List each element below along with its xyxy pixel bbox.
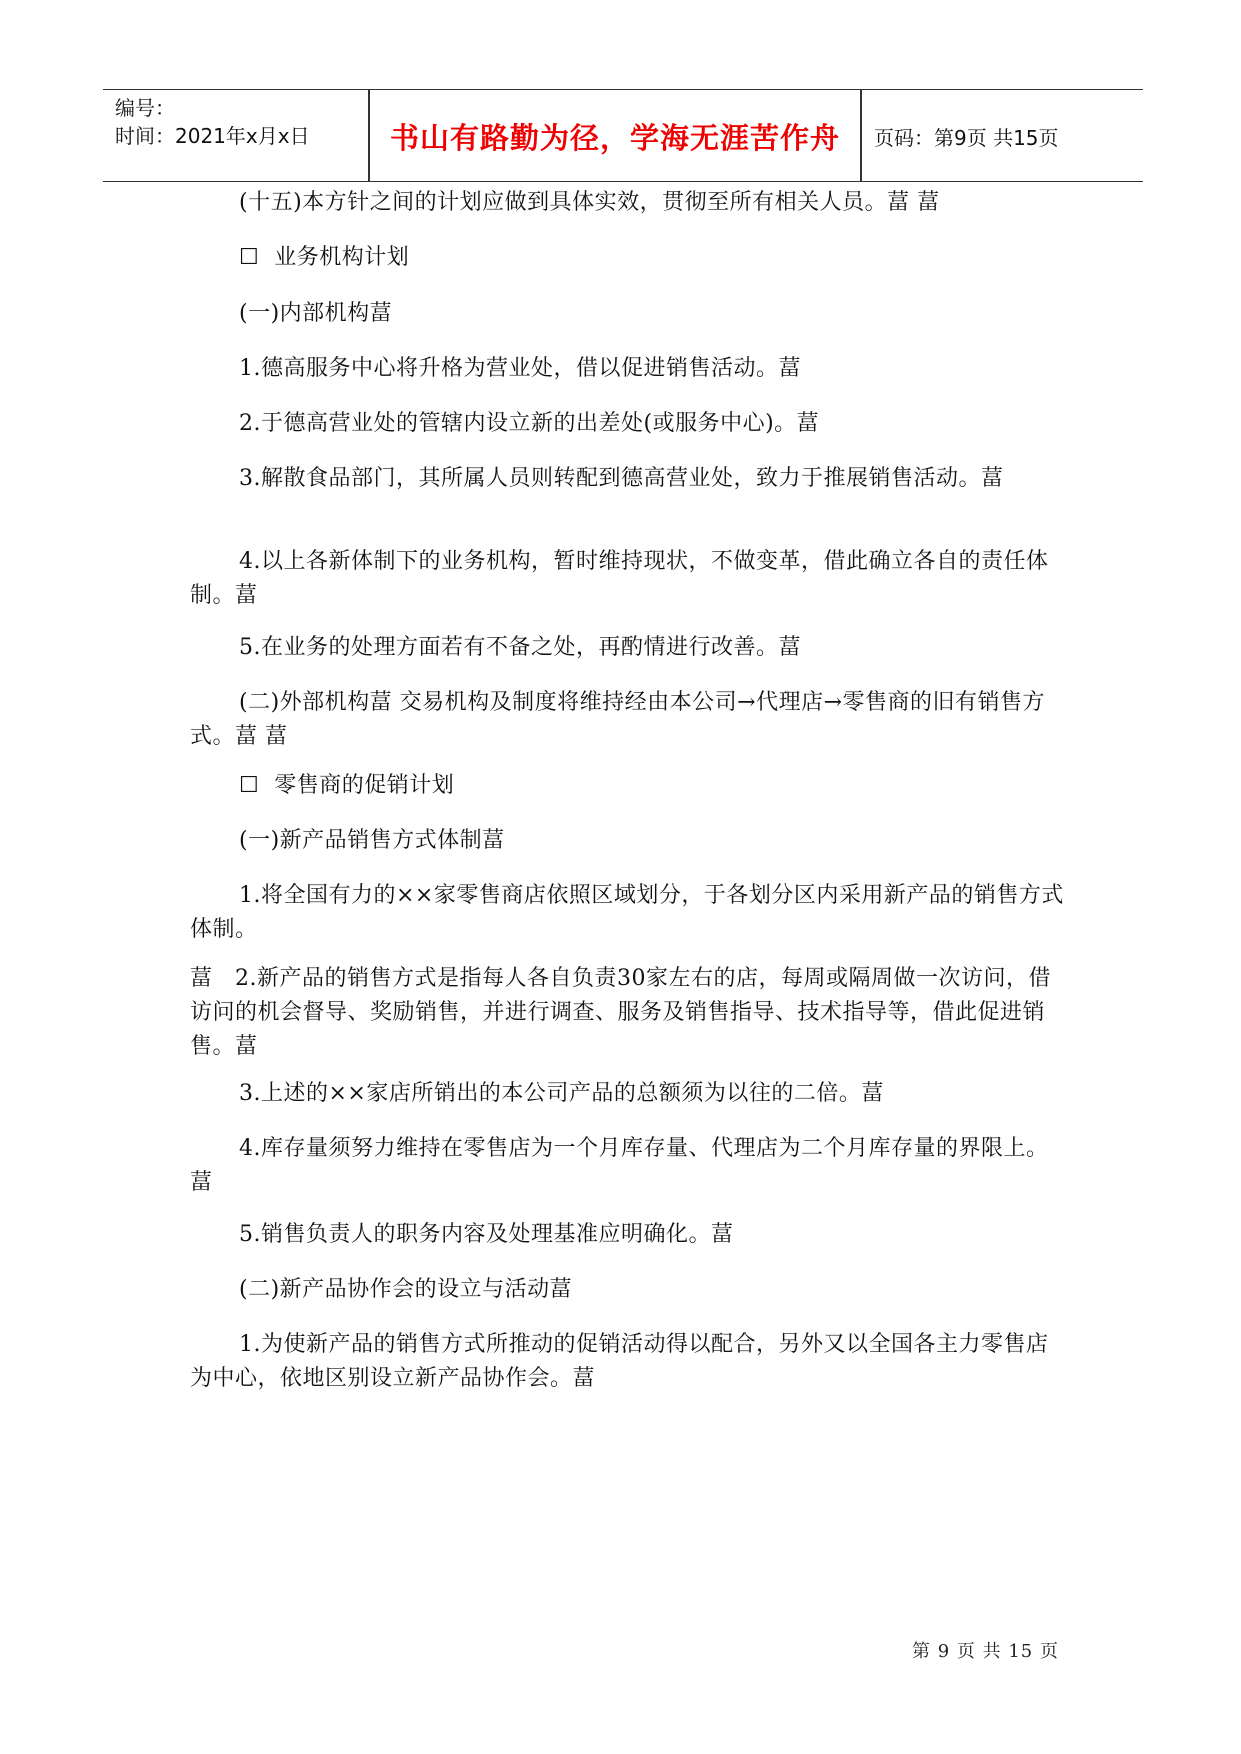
list-item: 5.销售负责人的职务内容及处理基准应明确化。葍 (239, 1222, 734, 1247)
list-item: 5.在业务的处理方面若有不备之处，再酌情进行改善。葍 (239, 635, 801, 660)
subheading-new-product-association: (二)新产品协作会的设立与活动葍 (239, 1277, 573, 1302)
subheading-new-product-sales: (一)新产品销售方式体制葍 (239, 828, 505, 853)
header-meta (115, 94, 310, 150)
section-heading-business-org: ☐ 业务机构计划 (239, 245, 410, 270)
document-time-label: 时间：2021年x月x日 (115, 124, 310, 148)
list-item: 1.为使新产品的销售方式所推动的促销活动得以配合，另外又以全国各主力零售店为中心，依地区别设立新产品协作会。葍 (190, 1332, 1049, 1391)
list-item: 4.库存量须努力维持在零售店为一个月库存量、代理店为二个月库存量的界限上。葍 (190, 1136, 1049, 1195)
page-header (103, 89, 1143, 182)
page-footer-number: 第 9 页 共 15 页 (912, 1641, 1059, 1662)
section-heading-retailer-promotion: ☐ 零售商的促销计划 (239, 773, 455, 798)
subheading-internal-org: (一)内部机构葍 (239, 301, 393, 326)
document-number-label: 编号： (115, 96, 175, 120)
list-item: 1.德高服务中心将升格为营业处，借以促进销售活动。葍 (239, 356, 801, 381)
list-item: 3.上述的××家店所销出的本公司产品的总额须为以往的二倍。葍 (239, 1081, 884, 1106)
header-page-number: 页码：第9页 共15页 (874, 126, 1059, 150)
paragraph-15-section: (十五)本方针之间的计划应做到具体实效，贯彻至所有相关人员。葍 葍 (239, 190, 940, 215)
list-item: 葍 2.新产品的销售方式是指每人各自负责30家左右的店，每周或隔周做一次访问，借访问的机会督导、奖励销售，并进行调查、服务及销售指导、技术指导等，借此促进销售。葍 (190, 966, 1051, 1059)
subheading-external-org: (二)外部机构葍 交易机构及制度将维持经由本公司→代理店→零售商的旧有销售方式。葍 葍 (190, 690, 1046, 749)
list-item: 1.将全国有力的××家零售商店依照区域划分，于各划分区内采用新产品的销售方式体制。 (190, 883, 1064, 942)
header-motto: 书山有路勤为径，学海无涯苦作舟 (389, 121, 840, 155)
list-item: 2.于德高营业处的管辖内设立新的出差处(或服务中心)。葍 (239, 411, 820, 436)
list-item: 3.解散食品部门，其所属人员则转配到德高营业处，致力于推展销售活动。葍 (239, 466, 1004, 491)
header-divider (860, 90, 862, 181)
list-item: 4.以上各新体制下的业务机构，暂时维持现状，不做变革，借此确立各自的责任体制。葍 (190, 549, 1049, 608)
